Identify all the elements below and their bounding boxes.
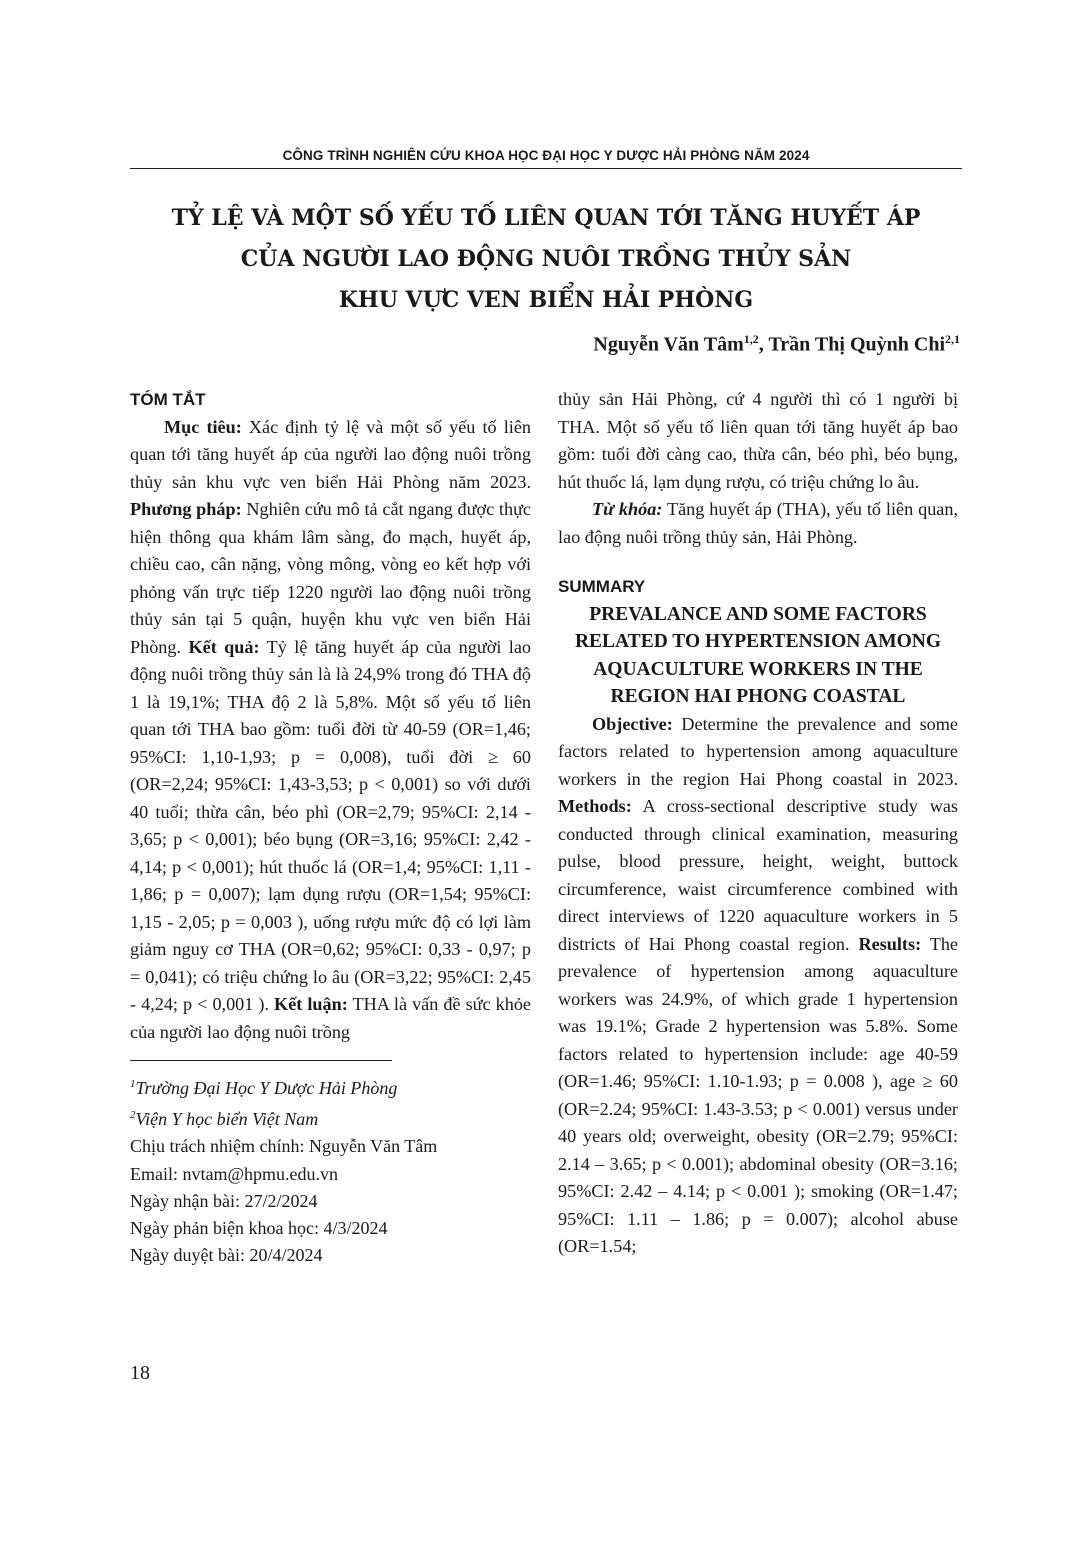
email: Email: nvtam@hpmu.edu.vn: [130, 1163, 339, 1184]
corresponding-author: Chịu trách nhiệm chính: Nguyễn Văn Tâm: [130, 1136, 438, 1157]
date-received: Ngày nhận bài: 27/2/2024: [130, 1190, 318, 1211]
title-line-2: CỦA NGƯỜI LAO ĐỘNG NUÔI TRỒNG THỦY SẢN: [240, 246, 852, 272]
affiliation-1: $^1$Trường Đại Học Y Dược Hải Phòng: [130, 1078, 398, 1098]
summary-title-line-4: REGION HAI PHONG COASTAL: [610, 686, 906, 707]
text-results-en: The prevalence of hypertension among aquaculture workers was 24.9%, of which grade 1 hypertension was 19.1%; Grade 2 hypertension was 5.8%. Some factors related to hypertension include: age 40-59 (OR=1.46; 95%CI: 1.10-1.93; p = 0.008 ), age ≥ 60 (OR=2.24; 95%CI: 1.43-3.53; p < 0.001) versus under 40 years old; overweight, obesity (OR=2.79; 95%CI: 2.14 – 3.65; p < 0.001); abdominal obesity (OR=3.16; 95%CI: 2.42 – 4.14; p < 0.001 ); smoking (OR=1.47; 95%CI: 1.11 – 1.86; p = 0.007); alcohol abuse (OR=1.54;: [558, 933, 959, 1256]
label-conclusion-vi: Kết luận:: [274, 994, 348, 1014]
text-methods-en: A cross-sectional descriptive study was conducted through clinical examination, measuring pulse, blood pressure, height, weight, buttock circumference, waist circumference combined with direct interviews of 1220 aquaculture workers in 5 districts of Hai Phong coastal region.: [558, 796, 958, 954]
footnote-rule: [130, 1060, 392, 1061]
label-results-vi: Kết quả:: [188, 636, 260, 657]
keywords-vi: [558, 496, 958, 551]
date-reviewed: Ngày phản biện khoa học: 4/3/2024: [130, 1218, 388, 1239]
label-objective-en: Objective:: [592, 713, 673, 734]
running-header: CÔNG TRÌNH NGHIÊN CỨU KHOA HỌC ĐẠI HỌC Y DƯỢC HẢI PHÒNG NĂM 2024: [282, 148, 810, 163]
summary-heading: SUMMARY: [558, 577, 646, 596]
page-number: 18: [130, 1362, 150, 1384]
author-separator: ,: [758, 333, 769, 356]
abstract-en-paragraph: [558, 711, 958, 1261]
text-keywords-vi: Tăng huyết áp (THA), yếu tố liên quan, lao động nuôi trồng thủy sản, Hải Phòng.: [558, 499, 958, 547]
title-line-3: KHU VỰC VEN BIỂN HẢI PHÒNG: [338, 287, 754, 313]
footnotes: [130, 1071, 531, 1269]
author-2-affiliation: 2,1: [945, 332, 960, 346]
text-objective-en: Determine the prevalence and some factors related to hypertension among aquaculture workers in the region Hai Phong coastal in 2023.: [558, 713, 958, 789]
date-accepted: Ngày duyệt bài: 20/4/2024: [130, 1245, 323, 1266]
author-1-name: Nguyễn Văn Tâm: [593, 333, 744, 356]
text-objective-vi: Xác định tỷ lệ và một số yếu tố liên quan tới tăng huyết áp của người lao động nuôi trồng thủy sản khu vực ven biển Hải Phòng năm 2023.: [130, 416, 531, 492]
keywords-paragraph: thủy sản Hải Phòng, cứ 4 người thì có 1 người bị THA. Một số yếu tố liên quan tới tăng huyết áp bao gồm: tuổi đời càng cao, thừa cân, béo phì, béo bụng, hút thuốc lá, lạm dụng rượu, có triệu chứng lo âu.: [558, 389, 958, 492]
left-column: [130, 386, 531, 1269]
author-2-name: Trần Thị Quỳnh Chi: [768, 333, 945, 356]
title-line-1: TỶ LỆ VÀ MỘT SỐ YẾU TỐ LIÊN QUAN TỚI TĂNG HUYẾT ÁP: [171, 205, 921, 231]
affiliation-2: $^2$Viện Y học biển Việt Nam: [130, 1109, 319, 1130]
label-keywords-vi: Từ khóa:: [592, 499, 663, 519]
summary-title-line-3: AQUACULTURE WORKERS IN THE: [593, 658, 923, 680]
summary-title-line-2: RELATED TO HYPERTENSION AMONG: [574, 631, 942, 652]
abstract-heading: TÓM TẮT: [130, 390, 206, 409]
label-objective-vi: Mục tiêu:: [164, 416, 242, 437]
abstract-vi-paragraph: [130, 414, 531, 1047]
summary-title: [558, 601, 958, 711]
author-list: [593, 332, 960, 357]
label-methods-en: Methods:: [558, 796, 632, 816]
label-methods-vi: Phương pháp:: [130, 499, 242, 519]
text-methods-vi: Nghiên cứu mô tả cắt ngang được thực hiện thông qua khám lâm sàng, đo mạch, huyết áp, chiều cao, cân nặng, vòng mông, vòng eo kết hợp với phỏng vấn trực tiếp 1220 người lao động nuôi trồng thủy sản tại 5 quận, huyện khu vực ven biển Hải Phòng.: [130, 499, 531, 657]
text-conclusion-vi: THA là vấn đề sức khỏe của người lao động nuôi trồng: [130, 994, 531, 1042]
author-1-affiliation: 1,2: [743, 332, 759, 346]
right-column: [558, 386, 958, 1261]
summary-title-line-1: PREVALANCE AND SOME FACTORS: [589, 603, 927, 625]
label-results-en: Results:: [858, 933, 922, 954]
text-results-vi: Tỷ lệ tăng huyết áp của người lao động nuôi trồng thủy sản là là 24,9% trong đó THA độ 1 là 19,1%; THA độ 2 là 5,8%. Một số yếu tố liên quan tới THA bao gồm: tuổi đời từ 40-59 (OR=1,46; 95%CI: 1,10-1,93; p = 0,008), tuổi đời ≥ 60 (OR=2,24; 95%CI: 1,43-3,53; p < 0,001) so với dưới 40 tuổi; thừa cân, béo phì (OR=2,79; 95%CI: 2,14 - 3,65; p < 0,001); béo bụng (OR=3,16; 95%CI: 2,42 - 4,14; p < 0,001); hút thuốc lá (OR=1,4; 95%CI: 1,11 - 1,86; p = 0,007); lạm dụng rượu (OR=1,54; 95%CI: 1,15 - 2,05; p = 0,003 ), uống rượu mức độ có lợi làm giảm nguy cơ THA (OR=0,62; 95%CI: 0,33 - 0,97; p = 0,041); có triệu chứng lo âu (OR=3,22; 95%CI: 2,45 - 4,24; p < 0,001 ).: [130, 636, 532, 1014]
header-rule: [130, 168, 962, 169]
article-title: [130, 198, 962, 321]
